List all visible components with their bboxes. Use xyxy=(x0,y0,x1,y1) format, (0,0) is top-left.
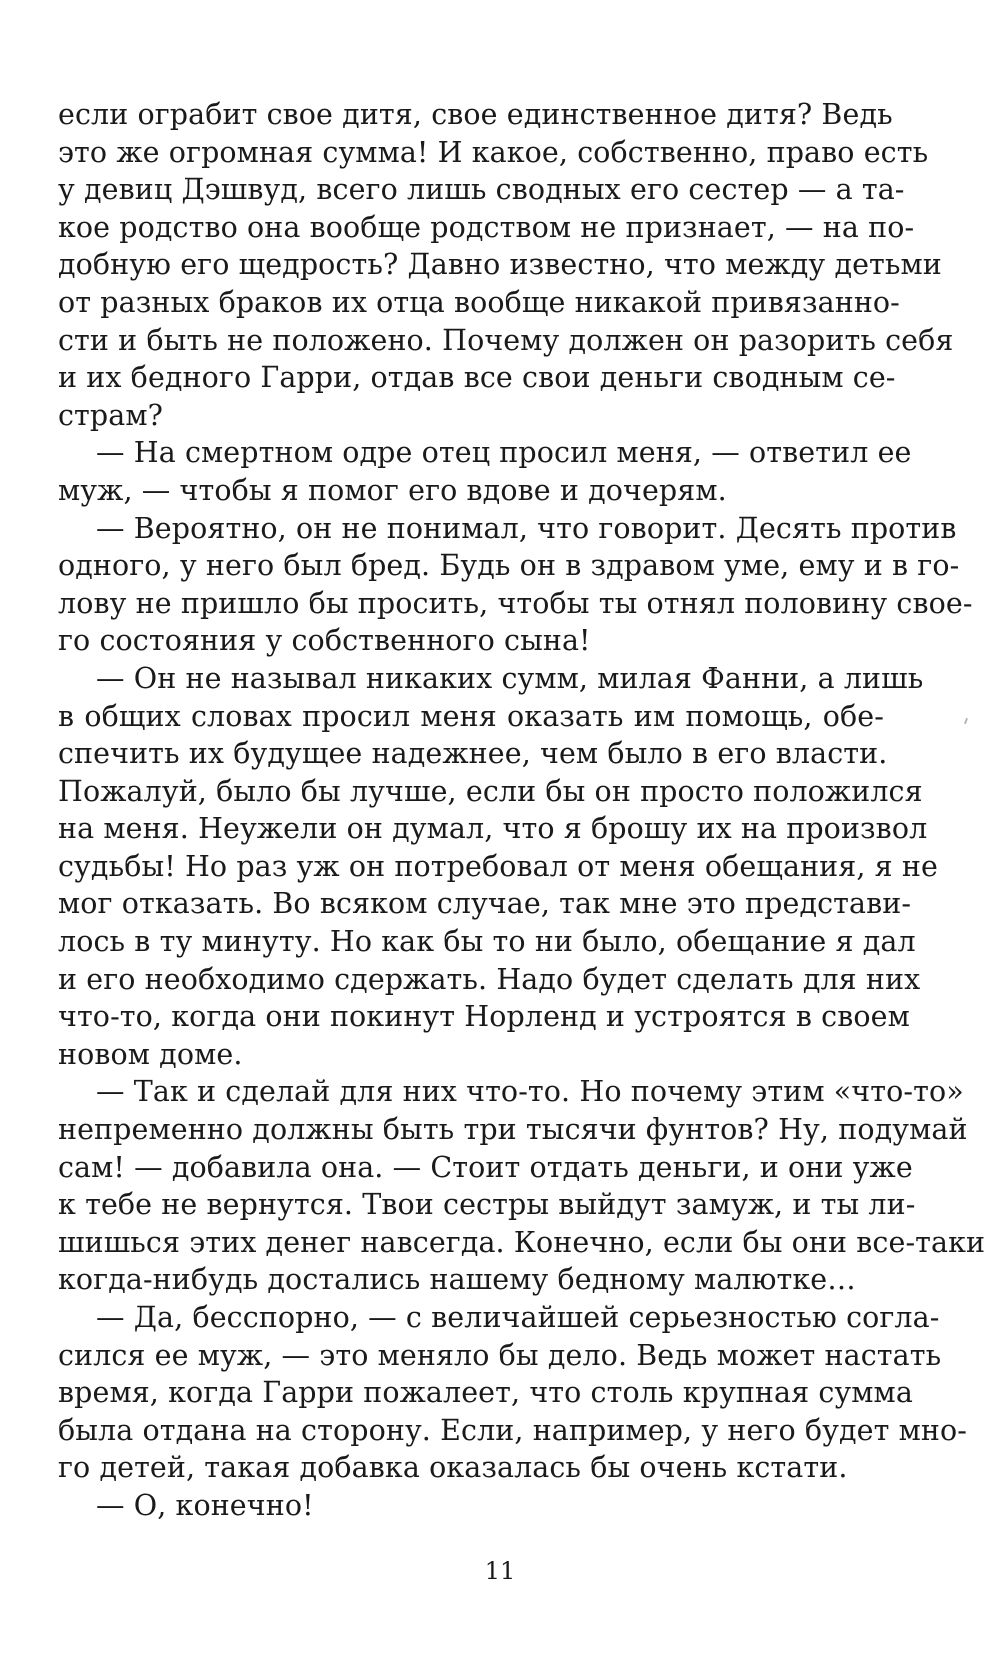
text-line: непременно должны быть три тысячи фунтов? Ну, подумай xyxy=(58,1113,968,1147)
text-line: и их бедного Гарри, отдав все свои деньги сводным се- xyxy=(58,361,896,395)
text-line: — Он не называл никаких сумм, милая Фанни, а лишь xyxy=(96,661,924,695)
text-line: сился ее муж, — это меняло бы дело. Ведь может настать xyxy=(58,1338,942,1372)
text-line: кое родство она вообще родством не признает, — на по- xyxy=(58,210,915,244)
text-line: от разных браков их отца вообще никакой привязанно- xyxy=(58,285,900,319)
text-line: лову не пришло бы просить, чтобы ты отнял половину свое- xyxy=(58,586,973,620)
text-line: спечить их будущее надежнее, чем было в его власти. xyxy=(58,737,888,771)
text-line: сам! — добавила она. — Стоит отдать деньги, и они уже xyxy=(58,1150,913,1184)
text-line: что-то, когда они покинут Норленд и устроятся в своем xyxy=(58,1000,910,1034)
text-line: шишься этих денег навсегда. Конечно, если бы они все-таки xyxy=(58,1225,986,1259)
text-line: лось в ту минуту. Но как бы то ни было, обещание я дал xyxy=(58,925,916,959)
page-number: 11 xyxy=(484,1557,516,1585)
text-line: Пожалуй, было бы лучше, если бы он просто положился xyxy=(58,774,923,808)
text-line: добную его щедрость? Давно известно, что между детьми xyxy=(58,248,942,282)
text-line: и его необходимо сдержать. Надо будет сделать для них xyxy=(58,962,921,996)
text-line: новом доме. xyxy=(58,1037,243,1071)
text-line: сти и быть не положено. Почему должен он разорить себя xyxy=(58,323,954,357)
text-line: — Да, бесспорно, — с величайшей серьезностью согла- xyxy=(96,1301,940,1334)
text-line: была отдана на сторону. Если, например, у него будет мно- xyxy=(58,1413,967,1447)
text-line: — На смертном одре отец просил меня, — ответил ее xyxy=(96,436,912,470)
text-line: на меня. Неужели он думал, что я брошу их на произвол xyxy=(58,812,928,846)
text-line: — Так и сделай для них что-то. Но почему этим «что-то» xyxy=(96,1075,964,1109)
body-text xyxy=(58,96,986,1525)
text-line: это же огромная сумма! И какое, собственно, право есть xyxy=(58,135,929,169)
text-line: — О, конечно! xyxy=(96,1488,314,1522)
text-line: к тебе не вернутся. Твои сестры выйдут замуж, и ты ли- xyxy=(58,1188,916,1222)
text-line: в общих словах просил меня оказать им помощь, обе- xyxy=(58,699,884,733)
text-line: когда-нибудь достались нашему бедному малютке… xyxy=(58,1263,856,1297)
text-line: судьбы! Но раз уж он потребовал от меня обещания, я не xyxy=(58,849,938,883)
text-line: время, когда Гарри пожалеет, что столь крупная сумма xyxy=(58,1376,913,1410)
text-line: если ограбит свое дитя, свое единственное дитя? Ведь xyxy=(58,98,893,131)
text-line: го детей, такая добавка оказалась бы очень кстати. xyxy=(58,1451,848,1485)
text-line: мог отказать. Во всяком случае, так мне это представи- xyxy=(58,887,912,921)
paper-speck xyxy=(964,718,968,724)
text-line: го состояния у собственного сына! xyxy=(58,624,591,658)
text-line: — Вероятно, он не понимал, что говорит. Десять против xyxy=(96,511,957,545)
text-line: муж, — чтобы я помог его вдове и дочерям. xyxy=(58,473,727,507)
text-line: страм? xyxy=(58,398,164,432)
text-line: у девиц Дэшвуд, всего лишь сводных его сестер — а та- xyxy=(58,173,905,207)
text-line: одного, у него был бред. Будь он в здравом уме, ему и в го- xyxy=(58,549,960,583)
